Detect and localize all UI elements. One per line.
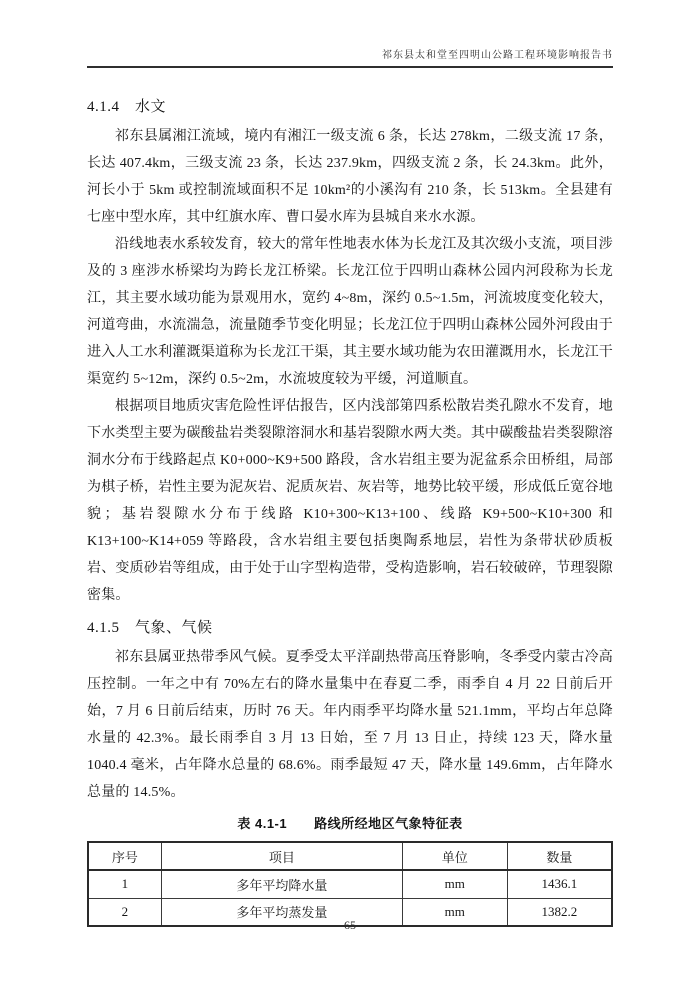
paragraph-climate-1: 祁东县属亚热带季风气候。夏季受太平洋副热带高压脊影响，冬季受内蒙古冷高压控制。一年之中有 70%左右的降水量集中在春夏二季，雨季自 4 月 22 日前后开始，7 月 6 日前后结束，历时 76 天。年内雨季平均降水量 521.1mm，平均占年总降水量的 42.3%。最长雨季自 3 月 13 日始，至 7 月 13 日止，持续 123 天，降水量 1040.4 毫米，占年降水总量的 68.6%。雨季最短 47 天，降水量 149.6mm，占年降水总量的 14.5%。 [87, 650, 613, 800]
cell-unit: mm [402, 898, 507, 926]
running-header-title: 祁东县太和堂至四明山公路工程环境影响报告书 [87, 46, 613, 68]
column-header-item: 项目 [161, 842, 402, 870]
paragraph-hydrology-2: 沿线地表水系较发育，较大的常年性地表水体为长龙江及其次级小支流，项目涉及的 3 座涉水桥梁均为跨长龙江桥梁。长龙江位于四明山森林公园内河段称为长龙江，其主要水域功能为景观用水，宽约 4~8m，深约 0.5~1.5m，河流坡度变化较大，河道弯曲，水流湍急，流量随季节变化明显；长龙江位于四明山森林公园外河段由于进入人工水利灌溉渠道称为长龙江干渠，其主要水域功能为农田灌溉用水，长龙江干渠宽约 5~12m，深约 0.5~2m，水流坡度较为平缓，河道顺直。 [87, 237, 613, 387]
cell-item: 多年平均蒸发量 [161, 898, 402, 926]
page-number: 65 [344, 918, 356, 932]
cell-quantity: 1436.1 [507, 870, 612, 898]
paragraph-hydrology-1: 祁东县属湘江流域，境内有湘江一级支流 6 条，长达 278km，二级支流 17 条，长达 407.4km，三级支流 23 条，长达 237.9km，四级支流 2 条，长 24.3km。此外，河长小于 5km 或控制流域面积不足 10km²的小溪沟有 210 条，长 513km。全县建有七座中型水库，其中红旗水库、曹口晏水库为县城自来水水源。 [87, 129, 613, 225]
section-heading-4-1-5: 4.1.5 气象、气候 [87, 620, 213, 636]
section-heading-4-1-4: 4.1.4 水文 [87, 99, 167, 115]
cell-unit: mm [402, 870, 507, 898]
cell-index: 1 [88, 870, 161, 898]
page-content [87, 46, 613, 927]
column-header-quantity: 数量 [507, 842, 612, 870]
column-header-index: 序号 [88, 842, 161, 870]
table-row [88, 870, 612, 898]
climate-feature-table [87, 841, 613, 927]
table-header-row [88, 842, 612, 870]
column-header-unit: 单位 [402, 842, 507, 870]
cell-index: 2 [88, 898, 161, 926]
table-caption: 表 4.1-1 路线所经地区气象特征表 [237, 816, 463, 831]
paragraph-hydrology-3: 根据项目地质灾害危险性评估报告，区内浅部第四系松散岩类孔隙水不发育，地下水类型主要为碳酸盐岩类裂隙溶洞水和基岩裂隙水两大类。其中碳酸盐岩类裂隙溶洞水分布于线路起点 K0+000~K9+500 路段，含水岩组主要为泥盆系佘田桥组，局部为棋子桥，岩性主要为泥灰岩、泥质灰岩、灰岩等，地势比较平缓，形成低丘宽谷地貌；基岩裂隙水分布于线路 K10+300~K13+100、线路 K9+500~K10+300 和 K13+100~K14+059 等路段，含水岩组主要包括奥陶系地层，岩性为条带状砂质板岩、变质砂岩等组成，由于处于山字型构造带，受构造影响，岩石较破碎，节理裂隙密集。 [87, 399, 613, 603]
cell-quantity: 1382.2 [507, 898, 612, 926]
cell-item: 多年平均降水量 [161, 870, 402, 898]
